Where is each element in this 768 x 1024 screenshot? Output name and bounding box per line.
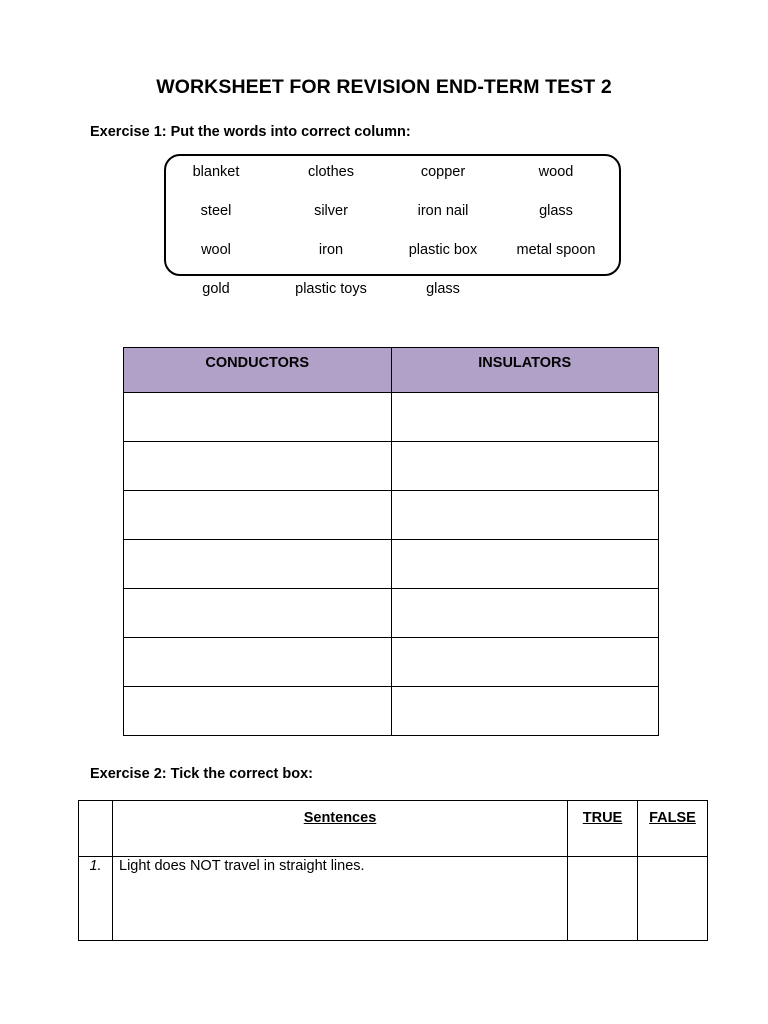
insulator-cell[interactable]: [391, 589, 659, 638]
table-row: [124, 491, 659, 540]
insulator-cell[interactable]: [391, 442, 659, 491]
conductor-cell[interactable]: [124, 393, 392, 442]
conductor-cell[interactable]: [124, 442, 392, 491]
conductor-cell[interactable]: [124, 589, 392, 638]
insulators-header: INSULATORS: [391, 348, 659, 393]
word-copper: copper: [420, 164, 466, 180]
word-glass-2: glass: [426, 281, 460, 297]
word-metal-spoon: metal spoon: [516, 242, 596, 258]
table-row: [124, 687, 659, 736]
false-tick-box[interactable]: [638, 857, 708, 941]
true-header: TRUE: [568, 801, 638, 857]
conductor-cell[interactable]: [124, 491, 392, 540]
table-row: [124, 442, 659, 491]
exercise-1-heading: Exercise 1: Put the words into correct column:: [90, 124, 411, 140]
conductor-cell[interactable]: [124, 687, 392, 736]
row-number: 1.: [79, 857, 113, 941]
word-wool: wool: [201, 242, 231, 258]
true-tick-box[interactable]: [568, 857, 638, 941]
insulator-cell[interactable]: [391, 540, 659, 589]
table-row: [124, 393, 659, 442]
insulator-cell[interactable]: [391, 491, 659, 540]
sentences-header: Sentences: [113, 801, 568, 857]
table-row: [124, 589, 659, 638]
exercise-2-heading: Exercise 2: Tick the correct box:: [90, 766, 313, 782]
table-row: [124, 540, 659, 589]
word-plastic-toys: plastic toys: [295, 281, 367, 297]
conductor-cell[interactable]: [124, 638, 392, 687]
conductors-header: CONDUCTORS: [124, 348, 392, 393]
table-row: [124, 638, 659, 687]
word-glass: glass: [539, 203, 573, 219]
word-gold: gold: [202, 281, 230, 297]
number-header: [79, 801, 113, 857]
table-row: [79, 857, 708, 941]
word-blanket: blanket: [192, 164, 240, 180]
worksheet-title: WORKSHEET FOR REVISION END-TERM TEST 2: [156, 76, 612, 98]
word-iron-nail: iron nail: [417, 203, 469, 219]
word-plastic-box: plastic box: [408, 242, 478, 258]
word-steel: steel: [200, 203, 232, 219]
word-silver: silver: [314, 203, 348, 219]
conductor-cell[interactable]: [124, 540, 392, 589]
word-wood: wood: [538, 164, 574, 180]
false-header: FALSE: [638, 801, 708, 857]
sentence-text: Light does NOT travel in straight lines.: [113, 857, 568, 941]
insulator-cell[interactable]: [391, 393, 659, 442]
insulator-cell[interactable]: [391, 687, 659, 736]
conductors-insulators-table: [123, 347, 659, 736]
word-clothes: clothes: [308, 164, 354, 180]
word-iron: iron: [318, 242, 344, 258]
insulator-cell[interactable]: [391, 638, 659, 687]
true-false-table: [78, 800, 708, 941]
